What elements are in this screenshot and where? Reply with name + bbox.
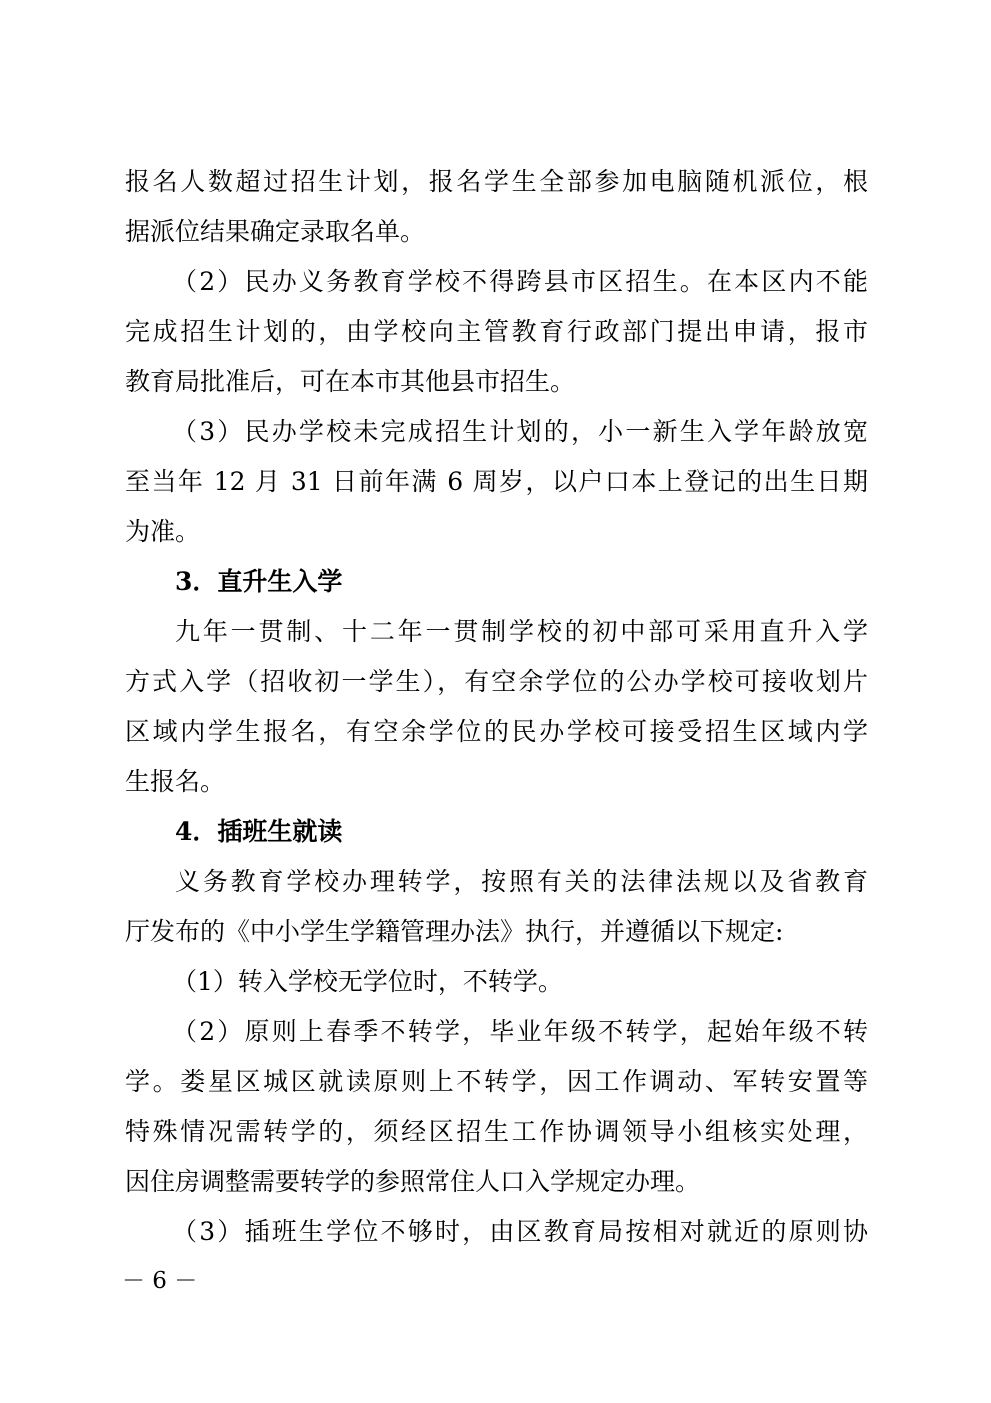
body-line-18: （2）原则上春季不转学，毕业年级不转学，起始年级不转 — [172, 1017, 868, 1046]
body-line-4: 完成招生计划的，由学校向主管教育行政部门提出申请，报市 — [125, 317, 868, 346]
body-line-5: 教育局批准后，可在本市其他县市招生。 — [125, 367, 576, 396]
body-line-17: （1）转入学校无学位时，不转学。 — [172, 967, 563, 996]
section-heading-4: 4．插班生就读 — [175, 817, 343, 846]
body-line-15: 义务教育学校办理转学，按照有关的法律法规以及省教育 — [175, 867, 868, 896]
body-line-11: 方式入学（招收初一学生），有空余学位的公办学校可接收划片 — [125, 667, 868, 696]
body-line-2: 据派位结果确定录取名单。 — [125, 217, 426, 246]
body-line-8: 为准。 — [125, 517, 201, 546]
body-line-20: 特殊情况需转学的，须经区招生工作协调领导小组核实处理， — [125, 1117, 868, 1146]
section-heading-3: 3．直升生入学 — [175, 567, 343, 596]
body-line-3: （2）民办义务教育学校不得跨县市区招生。在本区内不能 — [172, 267, 868, 296]
body-line-21: 因住房调整需要转学的参照常住人口入学规定办理。 — [125, 1167, 701, 1196]
body-line-10: 九年一贯制、十二年一贯制学校的初中部可采用直升入学 — [175, 617, 868, 646]
body-line-22: （3）插班生学位不够时，由区教育局按相对就近的原则协 — [172, 1217, 868, 1246]
body-line-16: 厅发布的《中小学生学籍管理办法》执行，并遵循以下规定: — [125, 917, 784, 946]
body-line-19: 学。娄星区城区就读原则上不转学，因工作调动、军转安置等 — [125, 1067, 868, 1096]
body-line-12: 区域内学生报名，有空余学位的民办学校可接受招生区域内学 — [125, 717, 868, 746]
page-number: － 6 － — [122, 1268, 198, 1294]
body-line-7: 至当年 12 月 31 日前年满 6 周岁，以户口本上登记的出生日期 — [125, 467, 868, 496]
body-line-1: 报名人数超过招生计划，报名学生全部参加电脑随机派位，根 — [125, 167, 868, 196]
body-line-13: 生报名。 — [125, 767, 226, 796]
body-line-6: （3）民办学校未完成招生计划的，小一新生入学年龄放宽 — [172, 417, 868, 446]
